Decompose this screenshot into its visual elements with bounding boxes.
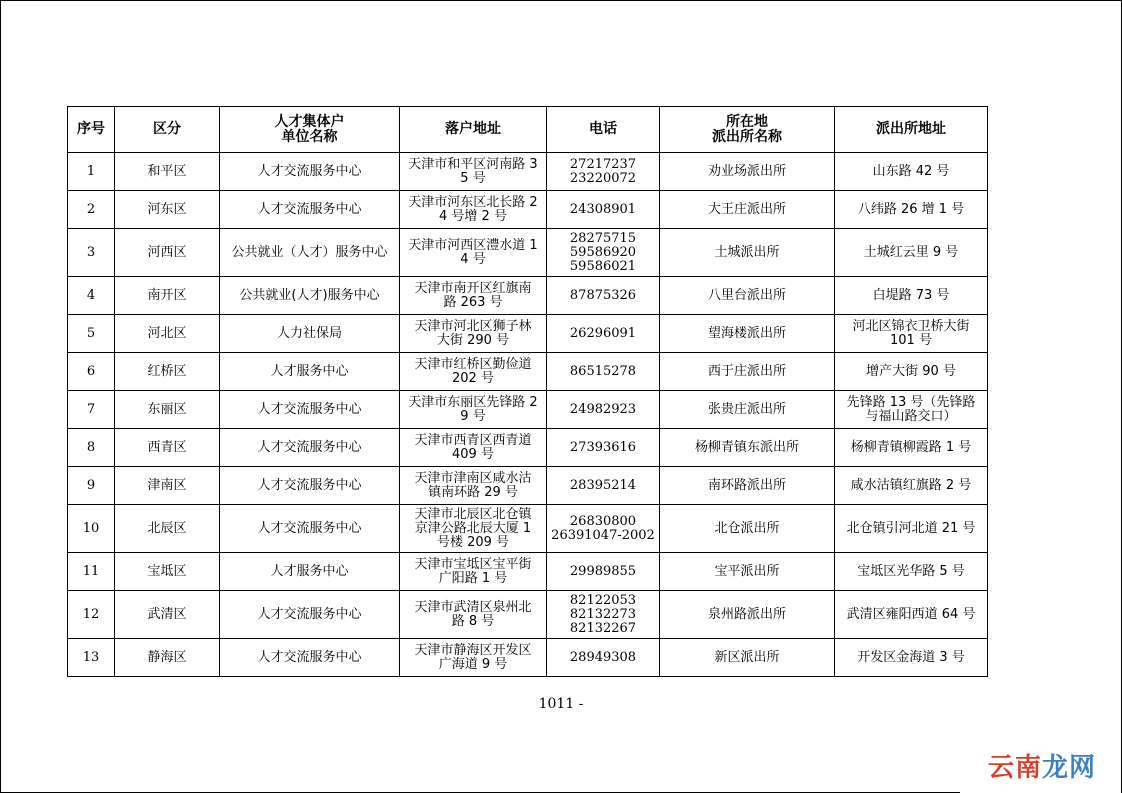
cell-station: 南环路派出所 xyxy=(660,467,835,505)
cell-phone-line: 26391047-2002 xyxy=(551,527,655,543)
header-phone: 电话 xyxy=(547,107,660,153)
cell-phone-line: 23220072 xyxy=(569,170,637,186)
cell-address xyxy=(400,277,547,315)
cell-address-line: 天津市西青区西青道 xyxy=(414,432,532,448)
header-station xyxy=(660,107,835,153)
cell-address-line: 京津公路北辰大厦 1 xyxy=(414,520,532,536)
cell-address xyxy=(400,429,547,467)
cell-phone-line: 28275715 xyxy=(569,230,637,246)
cell-phone xyxy=(547,505,660,553)
cell-district: 津南区 xyxy=(115,467,220,505)
cell-seq: 8 xyxy=(68,429,115,467)
table-row xyxy=(68,315,988,353)
cell-unit: 人才交流服务中心 xyxy=(220,467,400,505)
cell-seq: 1 xyxy=(68,153,115,191)
cell-address xyxy=(400,505,547,553)
table-row xyxy=(68,429,988,467)
cell-address-line: 9 号 xyxy=(460,408,486,424)
cell-address-line: 4 号 xyxy=(460,251,486,267)
cell-station: 大王庄派出所 xyxy=(660,191,835,229)
cell-phone-line: 86515278 xyxy=(569,363,637,379)
cell-seq: 2 xyxy=(68,191,115,229)
cell-station: 土城派出所 xyxy=(660,229,835,277)
header-unit xyxy=(220,107,400,153)
cell-district: 北辰区 xyxy=(115,505,220,553)
cell-station: 八里台派出所 xyxy=(660,277,835,315)
header-unit-line1: 人才集体户 xyxy=(274,113,345,130)
table-row xyxy=(68,353,988,391)
cell-address-line: 镇南环路 29 号 xyxy=(428,484,518,500)
cell-station: 泉州路派出所 xyxy=(660,591,835,639)
cell-seq: 3 xyxy=(68,229,115,277)
cell-address-line: 天津市河西区澧水道 1 xyxy=(408,237,538,253)
cell-unit: 公共就业（人才）服务中心 xyxy=(220,229,400,277)
cell-station: 张贵庄派出所 xyxy=(660,391,835,429)
header-unit-line2: 单位名称 xyxy=(281,128,338,145)
cell-station-address xyxy=(835,391,988,429)
cell-seq: 4 xyxy=(68,277,115,315)
cell-seq: 7 xyxy=(68,391,115,429)
logo-text-part2: 龙网 xyxy=(1042,753,1097,783)
cell-district: 东丽区 xyxy=(115,391,220,429)
cell-station-address-line: 增产大街 90 号 xyxy=(866,363,956,379)
cell-address xyxy=(400,315,547,353)
cell-station-address-line: 武清区雍阳西道 64 号 xyxy=(846,606,976,622)
cell-station-address-line: 开发区金海道 3 号 xyxy=(857,649,965,665)
cell-phone-line: 26830800 xyxy=(569,513,637,529)
cell-address-line: 天津市静海区开发区 xyxy=(414,642,532,658)
table-row xyxy=(68,505,988,553)
cell-station-address xyxy=(835,591,988,639)
cell-district: 河北区 xyxy=(115,315,220,353)
cell-station-address-line: 土城红云里 9 号 xyxy=(863,244,959,260)
cell-address xyxy=(400,191,547,229)
cell-station: 望海楼派出所 xyxy=(660,315,835,353)
cell-phone-line: 28395214 xyxy=(569,477,637,493)
table-row xyxy=(68,591,988,639)
cell-address-line: 路 8 号 xyxy=(451,613,495,629)
header-address: 落户地址 xyxy=(400,107,547,153)
cell-station: 劝业场派出所 xyxy=(660,153,835,191)
cell-phone-line: 24308901 xyxy=(569,201,637,217)
site-logo xyxy=(962,738,1122,793)
cell-phone xyxy=(547,277,660,315)
table-row xyxy=(68,277,988,315)
cell-phone-line: 87875326 xyxy=(569,287,637,303)
page-border-left xyxy=(0,0,1,793)
cell-phone xyxy=(547,353,660,391)
cell-phone xyxy=(547,553,660,591)
cell-unit: 人才交流服务中心 xyxy=(220,391,400,429)
cell-district: 和平区 xyxy=(115,153,220,191)
cell-address xyxy=(400,153,547,191)
cell-district: 西青区 xyxy=(115,429,220,467)
header-station-line2: 派出所名称 xyxy=(712,128,782,145)
cell-phone xyxy=(547,315,660,353)
table-body xyxy=(68,153,988,677)
cell-phone xyxy=(547,229,660,277)
cell-address xyxy=(400,591,547,639)
cell-district: 河西区 xyxy=(115,229,220,277)
cell-address-line: 天津市武清区泉州北 xyxy=(414,599,532,615)
cell-address-line: 天津市红桥区勤俭道 xyxy=(414,356,532,372)
cell-station: 杨柳青镇东派出所 xyxy=(660,429,835,467)
cell-phone-line: 28949308 xyxy=(569,649,637,665)
cell-station-address-line: 宝坻区光华路 5 号 xyxy=(857,563,965,579)
table-row xyxy=(68,191,988,229)
cell-unit: 人才交流服务中心 xyxy=(220,429,400,467)
cell-unit: 人才服务中心 xyxy=(220,553,400,591)
header-district: 区分 xyxy=(115,107,220,153)
cell-district: 南开区 xyxy=(115,277,220,315)
cell-unit: 人才交流服务中心 xyxy=(220,591,400,639)
cell-station-address xyxy=(835,505,988,553)
cell-phone-line: 82132267 xyxy=(569,620,637,636)
cell-phone xyxy=(547,153,660,191)
cell-station-address xyxy=(835,429,988,467)
cell-station-address-line: 山东路 42 号 xyxy=(872,163,950,179)
cell-unit: 人才交流服务中心 xyxy=(220,505,400,553)
cell-address xyxy=(400,467,547,505)
cell-address-line: 路 263 号 xyxy=(443,294,503,310)
cell-address-line: 天津市南开区红旗南 xyxy=(414,280,532,296)
cell-station-address-line: 先锋路 13 号（先锋路 xyxy=(846,394,976,410)
cell-station-address-line: 杨柳青镇柳霞路 1 号 xyxy=(850,439,972,455)
cell-phone-line: 59586021 xyxy=(569,258,637,274)
header-seq: 序号 xyxy=(68,107,115,153)
cell-address-line: 天津市宝坻区宝平街 xyxy=(414,556,532,572)
cell-phone-line: 26296091 xyxy=(569,325,637,341)
cell-seq: 9 xyxy=(68,467,115,505)
cell-address xyxy=(400,553,547,591)
cell-address-line: 天津市东丽区先锋路 2 xyxy=(408,394,538,410)
cell-station-address-line: 咸水沽镇红旗路 2 号 xyxy=(850,477,972,493)
cell-station-address xyxy=(835,191,988,229)
cell-address-line: 天津市河东区北长路 2 xyxy=(408,194,538,210)
cell-station: 新区派出所 xyxy=(660,639,835,677)
cell-address-line: 天津市津南区咸水沽 xyxy=(414,470,532,486)
cell-station-address xyxy=(835,229,988,277)
cell-address-line: 天津市和平区河南路 3 xyxy=(408,156,538,172)
cell-station-address-line: 八纬路 26 增 1 号 xyxy=(857,201,965,217)
cell-station-address xyxy=(835,153,988,191)
cell-address xyxy=(400,353,547,391)
cell-address xyxy=(400,639,547,677)
cell-district: 宝坻区 xyxy=(115,553,220,591)
logo-text-part1: 云南 xyxy=(987,753,1042,783)
cell-station-address xyxy=(835,277,988,315)
cell-phone-line: 29989855 xyxy=(569,563,637,579)
cell-phone xyxy=(547,191,660,229)
cell-address-line: 大街 290 号 xyxy=(436,332,510,348)
cell-address xyxy=(400,391,547,429)
table-row xyxy=(68,153,988,191)
page-number: 1011 - xyxy=(538,696,584,712)
cell-phone xyxy=(547,429,660,467)
cell-address-line: 号楼 209 号 xyxy=(436,534,510,550)
cell-seq: 13 xyxy=(68,639,115,677)
cell-address-line: 广阳路 1 号 xyxy=(438,570,508,586)
cell-phone-line: 27217237 xyxy=(569,156,637,172)
cell-phone-line: 24982923 xyxy=(569,401,637,417)
cell-station-address xyxy=(835,315,988,353)
cell-unit: 人才服务中心 xyxy=(220,353,400,391)
cell-unit: 公共就业(人才)服务中心 xyxy=(220,277,400,315)
cell-unit: 人才交流服务中心 xyxy=(220,639,400,677)
cell-address-line: 4 号增 2 号 xyxy=(439,208,507,224)
cell-station-address xyxy=(835,353,988,391)
cell-station: 西于庄派出所 xyxy=(660,353,835,391)
cell-station: 北仓派出所 xyxy=(660,505,835,553)
cell-address xyxy=(400,229,547,277)
table-row xyxy=(68,229,988,277)
cell-address-line: 天津市河北区狮子林 xyxy=(414,318,532,334)
cell-seq: 10 xyxy=(68,505,115,553)
cell-phone-line: 82132273 xyxy=(569,606,637,622)
cell-unit: 人才交流服务中心 xyxy=(220,191,400,229)
cell-address-line: 5 号 xyxy=(460,170,486,186)
cell-station-address-line: 与福山路交口） xyxy=(865,408,957,424)
talent-household-table xyxy=(67,106,988,677)
cell-seq: 5 xyxy=(68,315,115,353)
cell-station-address-line: 白堤路 73 号 xyxy=(872,287,950,303)
cell-station-address-line: 河北区锦衣卫桥大街 xyxy=(852,318,970,334)
cell-district: 武清区 xyxy=(115,591,220,639)
header-station-line1: 所在地 xyxy=(726,113,768,130)
cell-seq: 6 xyxy=(68,353,115,391)
cell-district: 河东区 xyxy=(115,191,220,229)
cell-station: 宝平派出所 xyxy=(660,553,835,591)
cell-station-address xyxy=(835,553,988,591)
table-row xyxy=(68,391,988,429)
cell-address-line: 天津市北辰区北仓镇 xyxy=(414,506,532,522)
table-row xyxy=(68,467,988,505)
table-row xyxy=(68,553,988,591)
table-row xyxy=(68,639,988,677)
cell-station-address-line: 北仓镇引河北道 21 号 xyxy=(846,520,976,536)
cell-station-address-line: 101 号 xyxy=(890,332,932,348)
cell-phone xyxy=(547,591,660,639)
cell-district: 红桥区 xyxy=(115,353,220,391)
cell-phone xyxy=(547,391,660,429)
cell-phone xyxy=(547,639,660,677)
cell-address-line: 202 号 xyxy=(452,370,494,386)
cell-seq: 12 xyxy=(68,591,115,639)
cell-address-line: 409 号 xyxy=(452,446,494,462)
cell-phone xyxy=(547,467,660,505)
cell-station-address xyxy=(835,639,988,677)
header-row xyxy=(68,107,988,153)
cell-unit: 人才交流服务中心 xyxy=(220,153,400,191)
cell-station-address xyxy=(835,467,988,505)
cell-district: 静海区 xyxy=(115,639,220,677)
cell-unit: 人力社保局 xyxy=(220,315,400,353)
cell-phone-line: 27393616 xyxy=(569,439,637,455)
cell-seq: 11 xyxy=(68,553,115,591)
cell-phone-line: 82122053 xyxy=(569,592,637,608)
header-station-address: 派出所地址 xyxy=(835,107,988,153)
page-border-top xyxy=(0,0,1122,1)
cell-phone-line: 59586920 xyxy=(569,244,637,260)
cell-address-line: 广海道 9 号 xyxy=(438,656,508,672)
